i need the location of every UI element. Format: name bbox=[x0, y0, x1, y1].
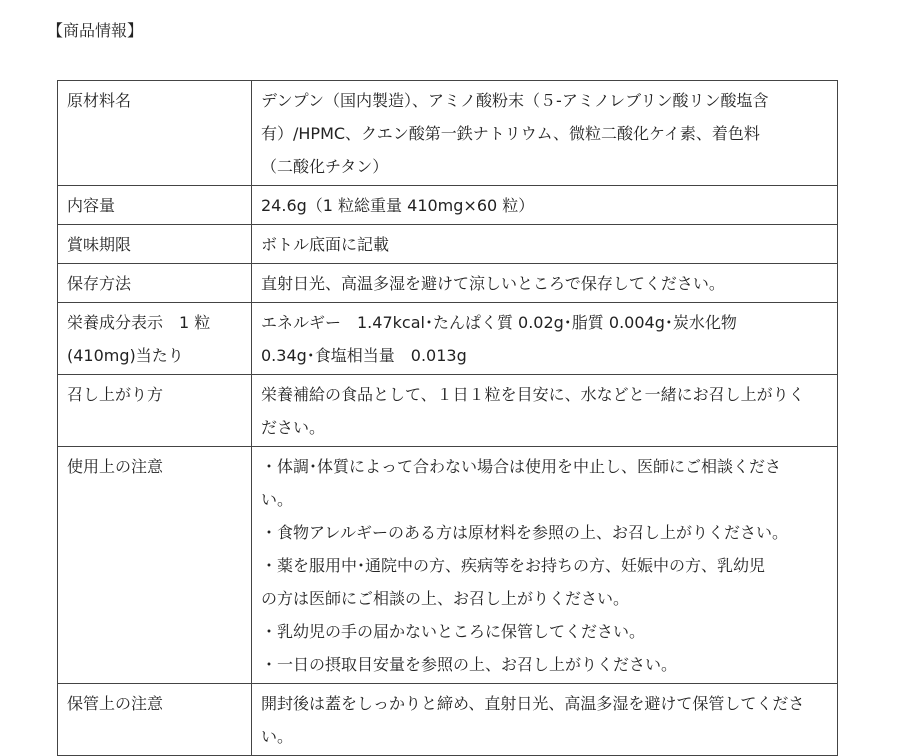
row-value bbox=[252, 186, 838, 225]
value-line: デンプン（国内製造）、アミノ酸粉末（５-アミノレブリン酸リン酸塩含 bbox=[261, 91, 769, 110]
row-value bbox=[252, 447, 838, 684]
row-label bbox=[58, 303, 252, 375]
value-line: 24.6g（1 粒総重量 410mg×60 粒） bbox=[261, 196, 535, 215]
row-value bbox=[252, 81, 838, 186]
table-row-usage-precautions bbox=[58, 447, 838, 684]
value-line: い。 bbox=[261, 490, 294, 509]
table-row-storage-precautions bbox=[58, 684, 838, 756]
value-line: ・乳幼児の手の届かないところに保管してください。 bbox=[261, 622, 646, 641]
value-line: 直射日光、高温多湿を避けて涼しいところで保存してください。 bbox=[261, 274, 725, 293]
row-value bbox=[252, 684, 838, 756]
label-line: 原材料名 bbox=[67, 91, 132, 110]
label-line: 保管上の注意 bbox=[67, 694, 164, 713]
row-value bbox=[252, 225, 838, 264]
value-line: の方は医師にご相談の上、お召し上がりください。 bbox=[261, 589, 630, 608]
table-row-nutrition bbox=[58, 303, 838, 375]
value-line: ・一日の摂取目安量を参照の上、お召し上がりください。 bbox=[261, 655, 678, 674]
value-line: 栄養補給の食品として、１日１粒を目安に、水などと一緒にお召し上がりく bbox=[261, 385, 805, 404]
value-line: 開封後は蓋をしっかりと締め、直射日光、高温多湿を避けて保管してくださ bbox=[261, 694, 805, 713]
value-line: 有）/HPMC、クエン酸第一鉄ナトリウム、微粒二酸化ケイ素、着色料 bbox=[261, 124, 760, 143]
label-line: 内容量 bbox=[67, 196, 116, 215]
label-line: (410mg)当たり bbox=[67, 346, 184, 365]
row-value bbox=[252, 303, 838, 375]
label-line: 保存方法 bbox=[67, 274, 132, 293]
row-label bbox=[58, 225, 252, 264]
row-label bbox=[58, 447, 252, 684]
value-line: ださい。 bbox=[261, 418, 326, 437]
row-value bbox=[252, 375, 838, 447]
row-label bbox=[58, 684, 252, 756]
label-line: 栄養成分表示 1 粒 bbox=[67, 313, 211, 332]
row-value bbox=[252, 264, 838, 303]
row-label bbox=[58, 264, 252, 303]
table-row-best-before bbox=[58, 225, 838, 264]
label-line: 賞味期限 bbox=[67, 235, 132, 254]
label-line: 召し上がり方 bbox=[67, 385, 164, 404]
section-heading: 【商品情報】 bbox=[47, 21, 144, 40]
table-row-ingredients bbox=[58, 81, 838, 186]
value-line: エネルギー 1.47kcal･たんぱく質 0.02g･脂質 0.004g･炭水化物 bbox=[261, 313, 737, 332]
value-line: ボトル底面に記載 bbox=[261, 235, 390, 254]
row-label bbox=[58, 186, 252, 225]
value-line: い。 bbox=[261, 727, 294, 746]
row-label bbox=[58, 375, 252, 447]
value-line: ・食物アレルギーのある方は原材料を参照の上、お召し上がりください。 bbox=[261, 523, 788, 542]
value-line: ・薬を服用中･通院中の方、疾病等をお持ちの方、妊娠中の方、乳幼児 bbox=[261, 556, 766, 575]
row-label bbox=[58, 81, 252, 186]
product-info-table bbox=[57, 80, 838, 756]
table-row-how-to-take bbox=[58, 375, 838, 447]
table-row-content-amount bbox=[58, 186, 838, 225]
value-line: ・体調･体質によって合わない場合は使用を中止し、医師にご相談くださ bbox=[261, 457, 782, 476]
label-line: 使用上の注意 bbox=[67, 457, 164, 476]
value-line: （二酸化チタン） bbox=[261, 157, 389, 176]
table-row-storage-method bbox=[58, 264, 838, 303]
value-line: 0.34g･食塩相当量 0.013g bbox=[261, 346, 467, 365]
